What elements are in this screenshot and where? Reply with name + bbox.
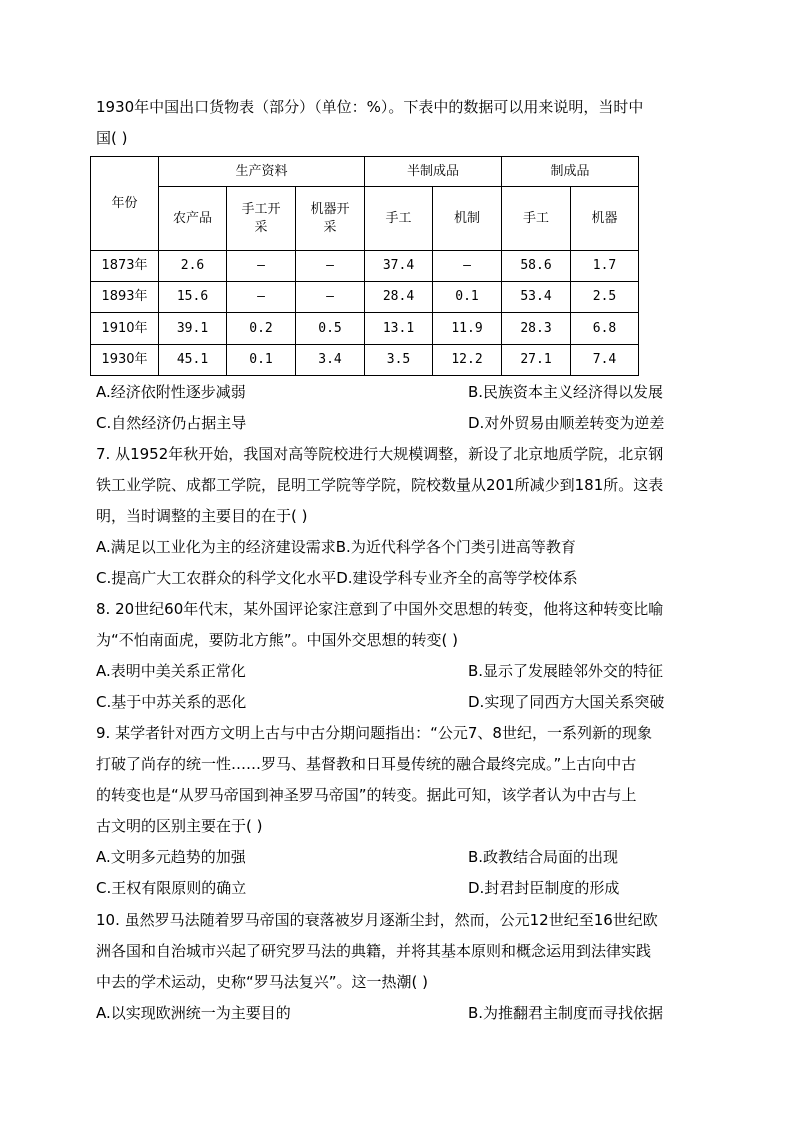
q9-option-a[interactable]: A.文明多元趋势的加强 — [96, 848, 246, 866]
table-cell: 3.4 — [296, 345, 365, 376]
subheader-manual-mining: 手工开采 — [227, 187, 296, 251]
q6-stem-line-2: 国( ) — [96, 129, 128, 147]
table-cell: 1.7 — [571, 251, 639, 282]
table-row — [91, 251, 639, 282]
group-header-semi-finished: 半制成品 — [365, 157, 502, 187]
table-cell: 7.4 — [571, 345, 639, 376]
table-cell: 53.4 — [502, 282, 571, 313]
table-cell: 11.9 — [433, 313, 502, 345]
q6-options-ab — [96, 382, 664, 402]
q10-options-ab — [96, 1003, 664, 1023]
q8-option-c[interactable]: C.基于中苏关系的恶化 — [96, 693, 247, 711]
table-cell: 2.6 — [159, 251, 227, 282]
table-cell: 6.8 — [571, 313, 639, 345]
table-cell: 12.2 — [433, 345, 502, 376]
table-row — [91, 282, 639, 313]
table-cell: 2.5 — [571, 282, 639, 313]
table-cell: 27.1 — [502, 345, 571, 376]
table-cell: — — [296, 282, 365, 313]
table-cell: 15.6 — [159, 282, 227, 313]
q6-options-cd — [96, 413, 665, 433]
row-year: 1893年 — [91, 282, 159, 313]
table-cell: — — [227, 282, 296, 313]
q9-option-c[interactable]: C.王权有限原则的确立 — [96, 879, 247, 897]
q8-option-b[interactable]: B.显示了发展睦邻外交的特征 — [468, 662, 664, 680]
q6-option-d[interactable]: D.对外贸易由顺差转变为逆差 — [468, 414, 665, 432]
q9-stem-line-1: 9. 某学者针对西方文明上古与中古分期问题指出：“公元7、8世纪，一系列新的现象 — [96, 724, 652, 742]
table-cell: — — [227, 251, 296, 282]
q8-option-d[interactable]: D.实现了同西方大国关系突破 — [468, 693, 665, 711]
table-cell: 28.3 — [502, 313, 571, 345]
group-header-finished: 制成品 — [502, 157, 639, 187]
q10-stem-line-3: 中去的学术运动，史称“罗马法复兴”。这一热潮( ) — [96, 973, 429, 991]
subheader-machine-mining: 机器开采 — [296, 187, 365, 251]
group-header-production-materials: 生产资料 — [159, 157, 365, 187]
q6-stem-line-1: 1930年中国出口货物表（部分）（单位：%）。下表中的数据可以用来说明，当时中 — [96, 98, 644, 116]
q8-option-a[interactable]: A.表明中美关系正常化 — [96, 662, 246, 680]
q7-options-ab[interactable]: A.满足以工业化为主的经济建设需求B.为近代科学各个门类引进高等教育 — [96, 538, 576, 556]
table-cell: 37.4 — [365, 251, 433, 282]
q6-option-a[interactable]: A.经济依附性逐步减弱 — [96, 383, 246, 401]
table-cell: 39.1 — [159, 313, 227, 345]
q9-stem-line-3: 的转变也是“从罗马帝国到神圣罗马帝国”的转变。据此可知，该学者认为中古与上 — [96, 786, 637, 804]
table-cell: 3.5 — [365, 345, 433, 376]
q8-stem-line-2: 为“不怕南面虎，要防北方熊”。中国外交思想的转变( ) — [96, 631, 459, 649]
table-cell: 0.2 — [227, 313, 296, 345]
table-cell: 28.4 — [365, 282, 433, 313]
q7-stem-line-1: 7. 从1952年秋开始，我国对高等院校进行大规模调整，新设了北京地质学院，北京钢 — [96, 445, 664, 463]
subheader-semi-machine: 机制 — [433, 187, 502, 251]
q7-stem-line-2: 铁工业学院、成都工学院，昆明工学院等学院，院校数量从201所减少到181所。这表 — [96, 476, 664, 494]
q10-option-b[interactable]: B.为推翻君主制度而寻找依据 — [468, 1004, 664, 1022]
table-cell: 0.1 — [227, 345, 296, 376]
subheader-semi-manual: 手工 — [365, 187, 433, 251]
q10-stem-line-2: 洲各国和自治城市兴起了研究罗马法的典籍，并将其基本原则和概念运用到法律实践 — [96, 942, 652, 960]
q9-options-cd — [96, 878, 620, 898]
row-year: 1910年 — [91, 313, 159, 345]
table-cell: 58.6 — [502, 251, 571, 282]
q9-options-ab — [96, 847, 619, 867]
q10-stem-line-1: 10. 虽然罗马法随着罗马帝国的衰落被岁月逐渐尘封，然而，公元12世纪至16世纪欧 — [96, 911, 658, 929]
q9-option-b[interactable]: B.政教结合局面的出现 — [468, 848, 619, 866]
export-goods-table — [90, 156, 639, 376]
q6-option-b[interactable]: B.民族资本主义经济得以发展 — [468, 383, 664, 401]
q8-options-cd — [96, 692, 665, 712]
q9-option-d[interactable]: D.封君封臣制度的形成 — [468, 879, 620, 897]
q6-option-c[interactable]: C.自然经济仍占据主导 — [96, 414, 247, 432]
q9-stem-line-2: 打破了尚存的统一性……罗马、基督教和日耳曼传统的融合最终完成。”上古向中古 — [96, 755, 637, 773]
table-cell: 45.1 — [159, 345, 227, 376]
row-year: 1873年 — [91, 251, 159, 282]
q8-options-ab — [96, 661, 664, 681]
table-cell: 0.1 — [433, 282, 502, 313]
subheader-agricultural: 农产品 — [159, 187, 227, 251]
table-row — [91, 345, 639, 376]
subheader-finished-machine: 机器 — [571, 187, 639, 251]
q10-option-a[interactable]: A.以实现欧洲统一为主要目的 — [96, 1004, 291, 1022]
table-cell: 0.5 — [296, 313, 365, 345]
table-cell: 13.1 — [365, 313, 433, 345]
q7-options-cd[interactable]: C.提高广大工农群众的科学文化水平D.建设学科专业齐全的高等学校体系 — [96, 569, 578, 587]
q7-stem-line-3: 明，当时调整的主要目的在于( ) — [96, 507, 308, 525]
q8-stem-line-1: 8. 20世纪60年代末，某外国评论家注意到了中国外交思想的转变，他将这种转变比喻 — [96, 600, 664, 618]
year-header: 年份 — [91, 157, 159, 251]
q9-stem-line-4: 古文明的区别主要在于( ) — [96, 817, 263, 835]
table-cell: — — [433, 251, 502, 282]
row-year: 1930年 — [91, 345, 159, 376]
table-row — [91, 313, 639, 345]
subheader-finished-manual: 手工 — [502, 187, 571, 251]
table-cell: — — [296, 251, 365, 282]
